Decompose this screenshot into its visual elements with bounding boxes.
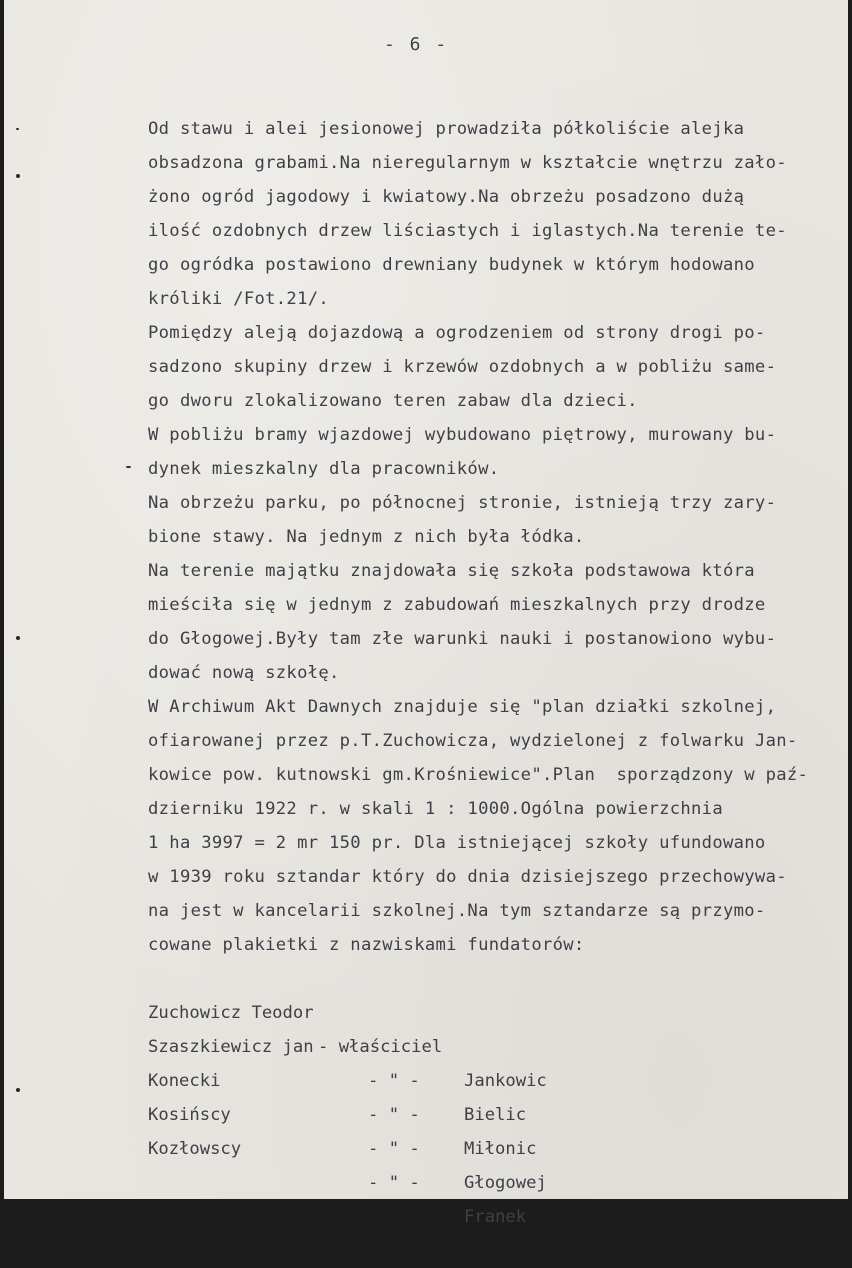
text-line: dynek mieszkalny dla pracowników. <box>148 459 500 479</box>
founder-role: - " - <box>368 1173 420 1193</box>
text-line: bione stawy. Na jednym z nich była łódka. <box>148 527 585 547</box>
text-line: Od stawu i alei jesionowej prowadziła półkoliście alejka <box>148 119 745 139</box>
founder-place: Bielic <box>464 1105 527 1125</box>
text-line: w 1939 roku sztandar który do dnia dzisiejszego przechowywa- <box>148 867 787 887</box>
document-page <box>4 0 848 1227</box>
text-line: cowane plakietki z nazwiskami fundatorów: <box>148 935 585 955</box>
founder-name: Szaszkiewicz jan <box>148 1037 314 1057</box>
founder-role: - " - <box>368 1105 420 1125</box>
text-line: 1 ha 3997 = 2 mr 150 pr. Dla istniejącej szkoły ufundowano <box>148 833 766 853</box>
text-line: dzierniku 1922 r. w skali 1 : 1000.Ogólna powierzchnia <box>148 799 723 819</box>
text-line: żono ogród jagodowy i kwiatowy.Na obrzeżu posadzono dużą <box>148 187 745 207</box>
text-line: sadzono skupiny drzew i krzewów ozdobnych a w pobliżu same- <box>148 357 777 377</box>
text-line: W pobliżu bramy wjazdowej wybudowano piętrowy, murowany bu- <box>148 425 777 445</box>
text-line: go dworu zlokalizowano teren zabaw dla dzieci. <box>148 391 638 411</box>
text-line: Na obrzeżu parku, po północnej stronie, istnieją trzy zary- <box>148 493 777 513</box>
text-line: go ogródka postawiono drewniany budynek w którym hodowano <box>148 255 755 275</box>
page-number: - 6 - <box>384 34 449 55</box>
founder-name: Zuchowicz Teodor <box>148 1003 314 1023</box>
founder-place: Jankowic <box>464 1071 547 1091</box>
text-line: Pomiędzy aleją dojazdową a ogrodzeniem od strony drogi po- <box>148 323 766 343</box>
text-line: do Głogowej.Były tam złe warunki nauki i postanowiono wybu- <box>148 629 777 649</box>
founder-name: Kozłowscy <box>148 1139 242 1159</box>
founder-place: Franek <box>464 1207 527 1227</box>
founder-name: Kosińscy <box>148 1105 231 1125</box>
text-line: mieściła się w jednym z zabudowań mieszkalnych przy drodze <box>148 595 766 615</box>
founder-place: Miłonic <box>464 1139 537 1159</box>
text-line: na jest w kancelarii szkolnej.Na tym sztandarze są przymo- <box>148 901 766 921</box>
paper-speck <box>16 128 19 130</box>
text-line: króliki /Fot.21/. <box>148 289 330 309</box>
founder-role: - " - <box>368 1071 420 1091</box>
founder-name: Konecki <box>148 1071 221 1091</box>
text-line: Na terenie majątku znajdowała się szkoła podstawowa która <box>148 561 755 581</box>
text-line: kowice pow. kutnowski gm.Krośniewice".Plan sporządzony w paź- <box>148 765 809 785</box>
founder-role: - właściciel <box>318 1037 443 1057</box>
text-line: dować nową szkołę. <box>148 663 340 683</box>
text-line: ofiarowanej przez p.T.Zuchowicza, wydzielonej z folwarku Jan- <box>148 731 798 751</box>
paper-speck <box>16 1088 20 1092</box>
paper-speck <box>126 466 131 468</box>
paper-speck <box>16 636 20 640</box>
body-text <box>148 112 809 962</box>
text-line: ilość ozdobnych drzew liściastych i iglastych.Na terenie te- <box>148 221 787 241</box>
text-line: W Archiwum Akt Dawnych znajduje się "plan działki szkolnej, <box>148 697 777 717</box>
text-line: obsadzona grabami.Na nieregularnym w kształcie wnętrzu zało- <box>148 153 787 173</box>
paper-speck <box>16 174 20 178</box>
founder-place: Głogowej <box>464 1173 547 1193</box>
founder-role: - " - <box>368 1139 420 1159</box>
founders-list <box>148 962 547 1227</box>
